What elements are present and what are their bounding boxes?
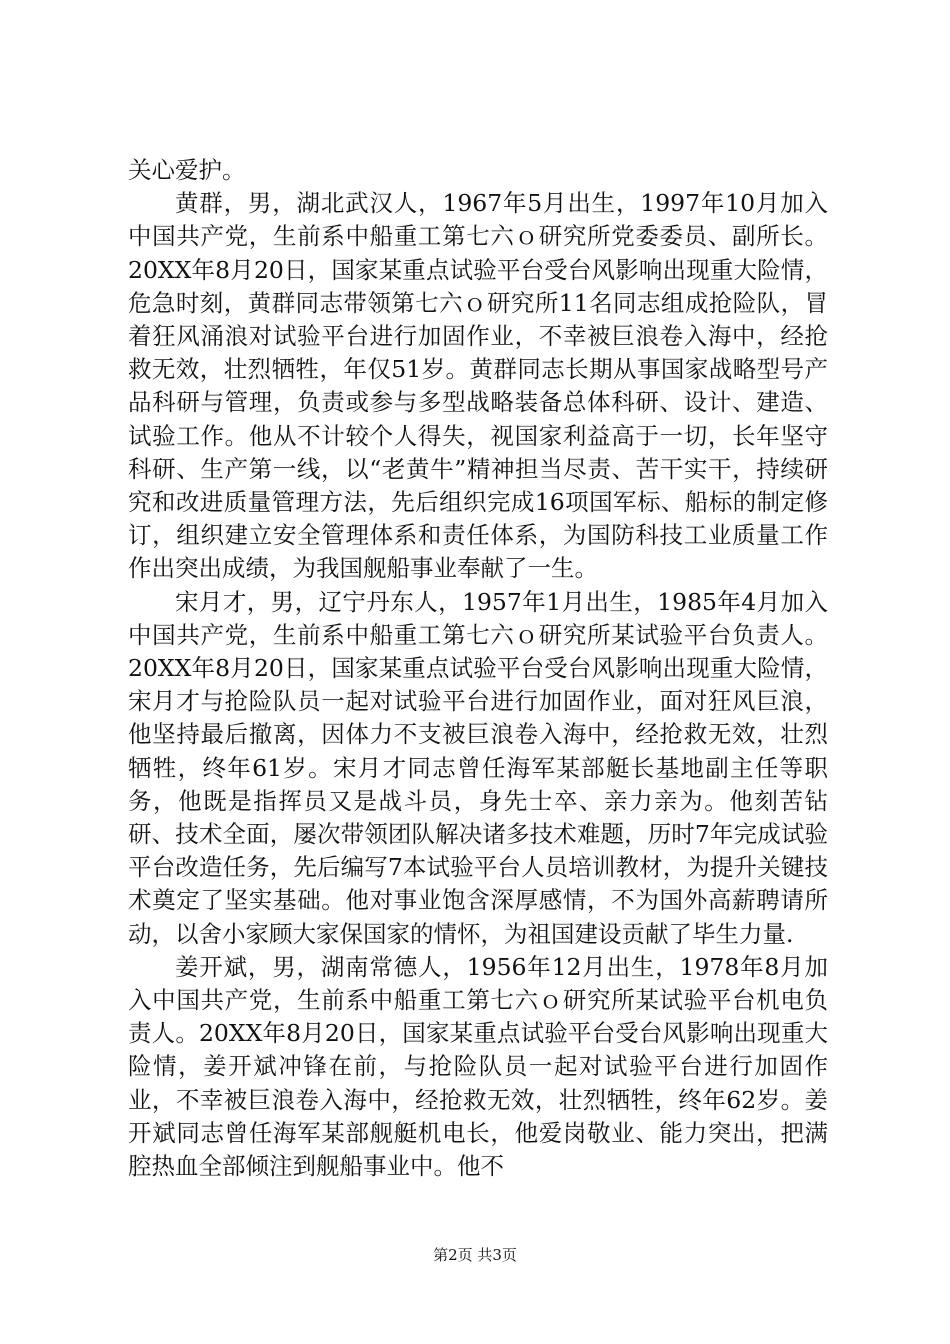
- page-number-footer: 第2页 共3页: [433, 1246, 517, 1264]
- paragraph-huang-qun: 黄群，男，湖北武汉人，1967年5月出生，1997年10月加入中国共产党，生前系中船重工第七六ｏ研究所党委委员、副所长。20XX年8月20日，国家某重点试验平台受台风影响出现重大险情，危急时刻，黄群同志带领第七六ｏ研究所11名同志组成抢险队，冒着狂风涌浪对试验平台进行加固作业，不幸被巨浪卷入海中，经抢救无效，壮烈牺牲，年仅51岁。黄群同志长期从事国家战略型号产品科研与管理，负责或参与多型战略装备总体科研、设计、建造、试验工作。他从不计较个人得失，视国家利益高于一切，长年坚守科研、生产第一线，以“老黄牛”精神担当尽责、苦干实干，持续研究和改进质量管理方法，先后组织完成16项国军标、船标的制定修订，组织建立安全管理体系和责任体系，为国防科技工业质量工作作出突出成绩，为我国舰船事业奉献了一生。: [128, 189, 828, 583]
- paragraph-jiang-kaibin: 姜开斌，男，湖南常德人，1956年12月出生，1978年8月加入中国共产党，生前系中船重工第七六ｏ研究所某试验平台机电负责人。20XX年8月20日，国家某重点试验平台受台风影响出现重大险情，姜开斌冲锋在前，与抢险队员一起对试验平台进行加固作业，不幸被巨浪卷入海中，经抢救无效，壮烈牺牲，终年62岁。姜开斌同志曾任海军某部舰艇机电长，他爱岗敬业、能力突出，把满腔热血全部倾注到舰船事业中。他不: [128, 952, 828, 1181]
- paragraph-song-yuecai: 宋月才，男，辽宁丹东人，1957年1月出生，1985年4月加入中国共产党，生前系中船重工第七六ｏ研究所某试验平台负责人。20XX年8月20日，国家某重点试验平台受台风影响出现重大险情，宋月才与抢险队员一起对试验平台进行加固作业，面对狂风巨浪，他坚持最后撤离，因体力不支被巨浪卷入海中，经抢救无效，壮烈牺牲，终年61岁。宋月才同志曾任海军某部艇长基地副主任等职务，他既是指挥员又是战斗员，身先士卒、亲力亲为。他刻苦钻研、技术全面，屡次带领团队解决诸多技术难题，历时7年完成试验平台改造任务，先后编写7本试验平台人员培训教材，为提升关键技术奠定了坚实基础。他对事业饱含深厚感情，不为国外高薪聘请所动，以舍小家顾大家保国家的情怀，为祖国建设贡献了毕生力量.: [128, 587, 828, 948]
- document-body: [128, 154, 828, 1183]
- paragraph-continuation: 关心爱护。: [128, 156, 246, 184]
